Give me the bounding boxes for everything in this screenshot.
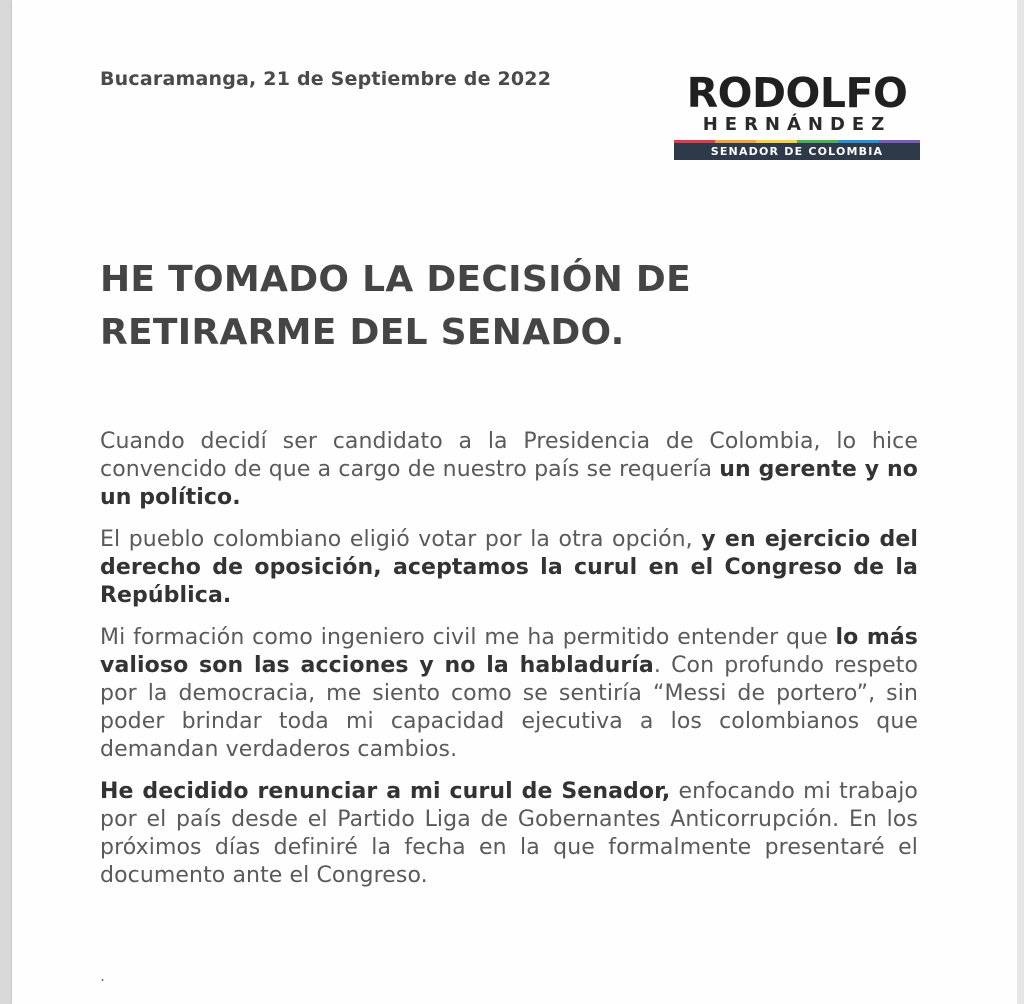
letter-body xyxy=(100,428,918,904)
headline-line: RETIRARME DEL SENADO. xyxy=(100,312,625,353)
paragraph xyxy=(100,428,918,512)
paragraph xyxy=(100,624,918,764)
logo-name: RODOLFO xyxy=(686,69,908,117)
senator-logo xyxy=(672,70,922,162)
page-edge xyxy=(1017,0,1024,1004)
paragraph xyxy=(100,778,918,890)
paragraph-text: Mi formación como ingeniero civil me ha permitido entender que xyxy=(100,625,836,650)
headline xyxy=(100,253,740,359)
logo-badge: SENADOR DE COLOMBIA xyxy=(674,143,920,160)
logo-surname: HERNÁNDEZ xyxy=(702,114,892,135)
trailing-mark: . xyxy=(100,966,106,985)
paragraph-text: . Con profundo respeto por la democracia, me siento como se sentiría “Messi de portero”, sin poder brindar toda mi capacidad ejecutiva a los colombianos que demandan verdaderos cambios. xyxy=(100,653,919,762)
paragraph-bold-text: un gerente y no un político. xyxy=(100,457,918,510)
paragraph-text: Cuando decidí ser candidato a la Presidencia de Colombia, lo hice convencido de que a cargo de nuestro país se requería xyxy=(100,429,918,482)
paragraph-text: enfocando mi trabajo por el país desde el Partido Liga de Gobernantes Anticorrupción. En los próximos días definiré la fecha en la que formalmente presentaré el documento ante el Congreso. xyxy=(100,779,918,888)
letter-date: Bucaramanga, 21 de Septiembre de 2022 xyxy=(100,68,552,90)
paragraph-bold-text: lo más valioso son las acciones y no la habladuría xyxy=(100,625,919,678)
paragraph-bold-text: y en ejercicio del derecho de oposición, aceptamos la curul en el Congreso de la República. xyxy=(100,527,918,608)
paragraph xyxy=(100,526,918,610)
paragraph-text: El pueblo colombiano eligió votar por la otra opción, xyxy=(100,527,702,552)
headline-line: HE TOMADO LA DECISIÓN DE xyxy=(100,259,692,300)
letter-page xyxy=(12,0,1017,1004)
paragraph-bold-text: He decidido renunciar a mi curul de Senador, xyxy=(100,779,671,804)
